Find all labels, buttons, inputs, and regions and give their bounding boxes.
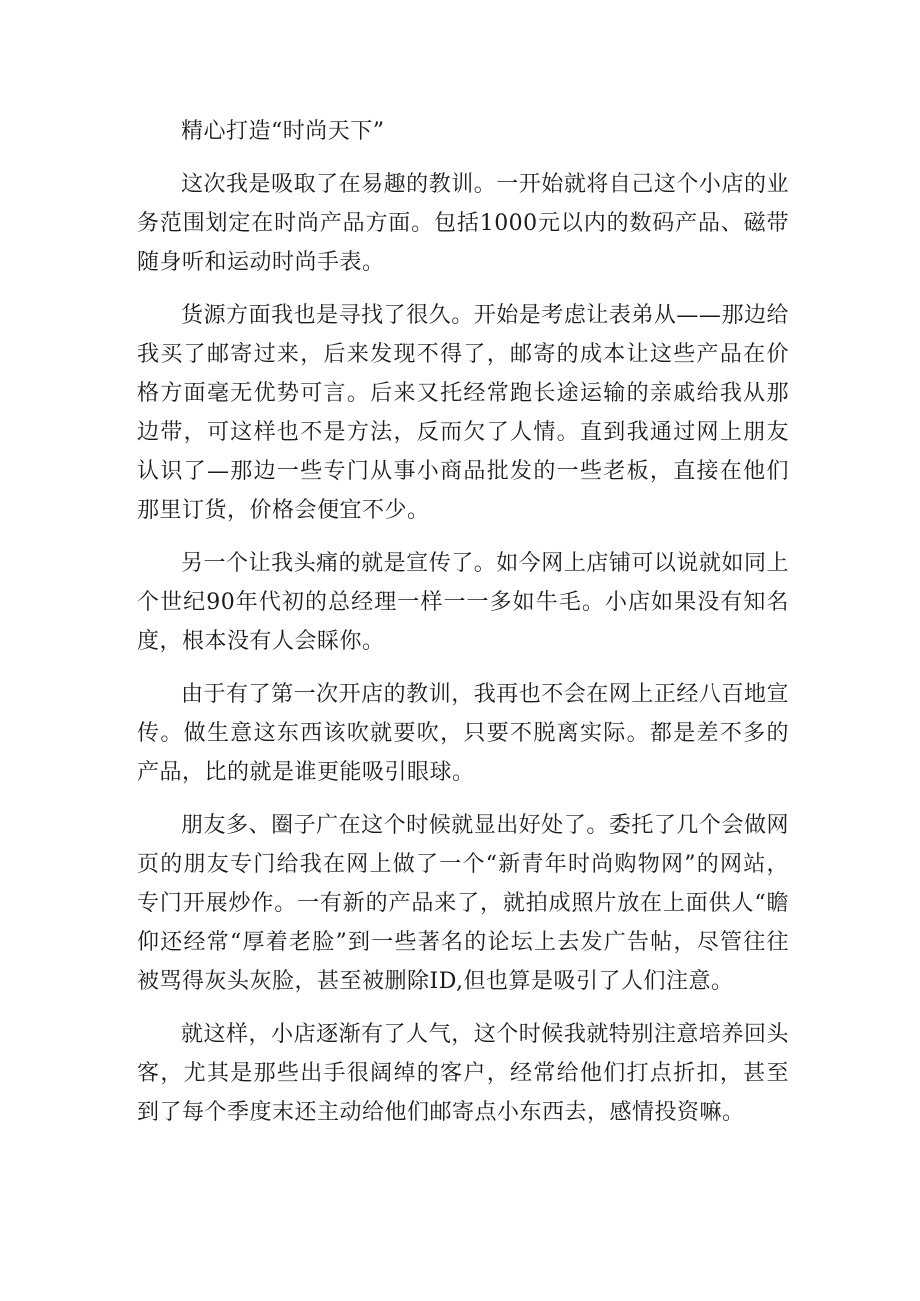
- document-body: [137, 112, 789, 1146]
- paragraph: 朋友多、圈子广在这个时候就显出好处了。委托了几个会做网页的朋友专门给我在网上做了一个“新青年时尚购物网”的网站，专门开展炒作。一有新的产品来了，就拍成照片放在上面供人“瞻仰还经常“厚着老脸”到一些著名的论坛上去发广告帖，尽管往往被骂得灰头灰脸，甚至被删除ID,但也算是吸引了人们注意。: [137, 813, 789, 994]
- paragraph: 另一个让我头痛的就是宣传了。如今网上店铺可以说就如同上个世纪90年代初的总经理一样一一多如牛毛。小店如果没有知名度，根本没有人会睬你。: [137, 551, 789, 654]
- paragraph: 由于有了第一次开店的教训，我再也不会在网上正经八百地宣传。做生意这东西该吹就要吹，只要不脱离实际。都是差不多的产品，比的就是谁更能吸引眼球。: [137, 682, 789, 785]
- paragraph: 货源方面我也是寻找了很久。开始是考虑让表弟从——那边给我买了邮寄过来，后来发现不得了，邮寄的成本让这些产品在价格方面毫无优势可言。后来又托经常跑长途运输的亲戚给我从那边带，可这样也不是方法，反而欠了人情。直到我通过网上朋友认识了—那边一些专门从事小商品批发的一些老板，直接在他们那里订货，价格会便宜不少。: [137, 303, 789, 523]
- section-title: 精心打造“时尚天下”: [181, 119, 385, 144]
- paragraph: 就这样，小店逐渐有了人气，这个时候我就特别注意培养回头客，尤其是那些出手很阔绰的客户，经常给他们打点折扣，甚至到了每个季度末还主动给他们邮寄点小东西去，感情投资嘛。: [137, 1022, 789, 1125]
- paragraph: 这次我是吸取了在易趣的教训。一开始就将自己这个小店的业务范围划定在时尚产品方面。包括1000元以内的数码产品、磁带随身听和运动时尚手表。: [137, 172, 789, 275]
